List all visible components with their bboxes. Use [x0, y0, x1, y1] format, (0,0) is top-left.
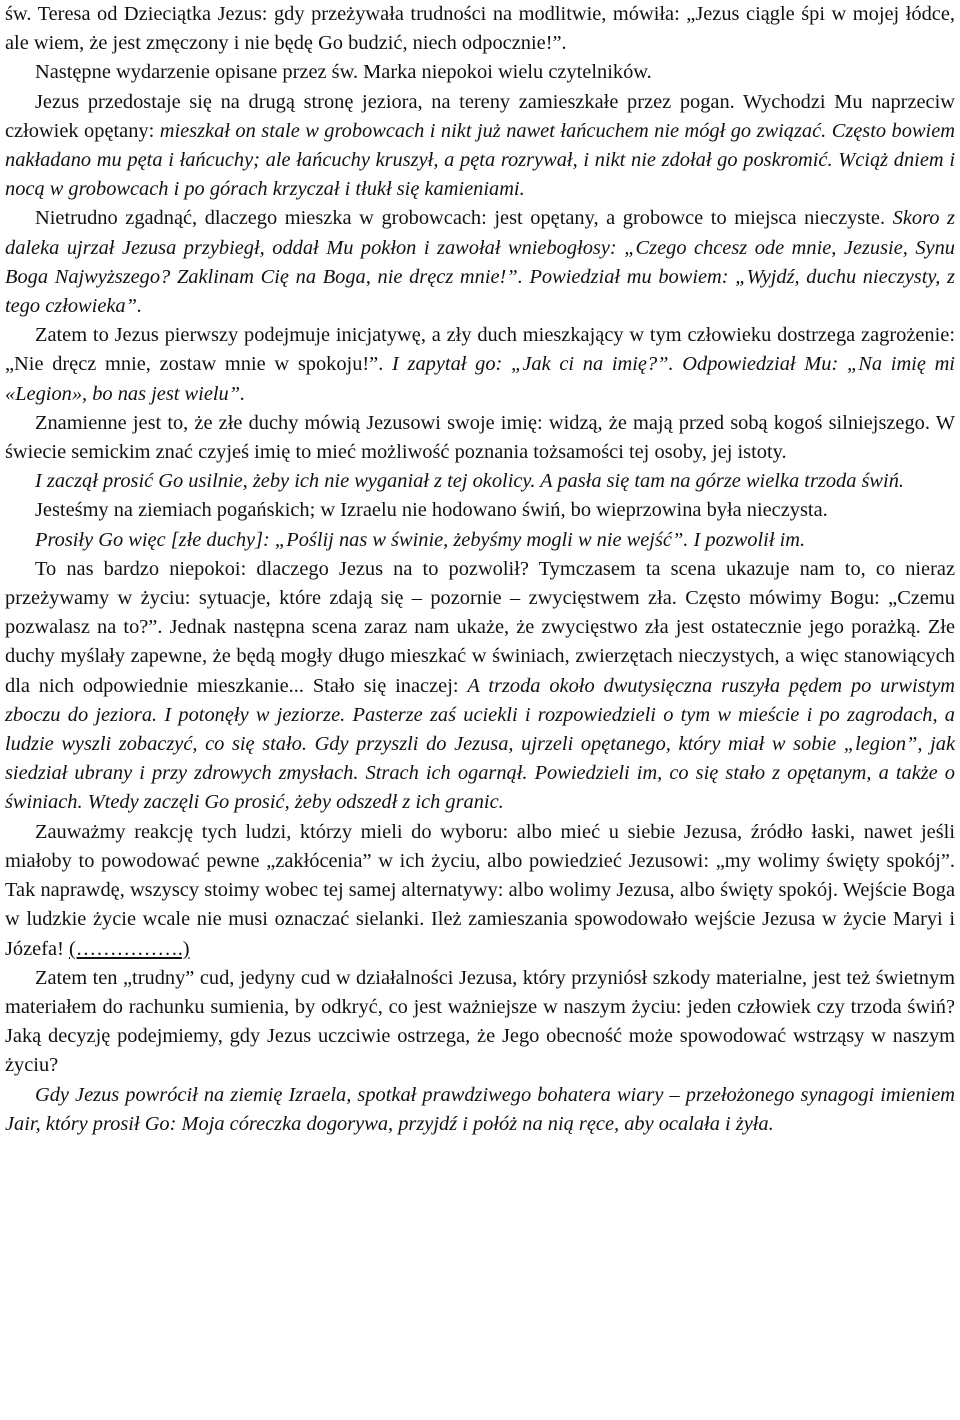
italic-quote-text: Skoro z daleka ujrzał Jezusa przybiegł, oddał Mu pokłon i zawołał wniebogłosy: „Czego chcesz ode mnie, Jezusie, Synu Boga Najwyższego? Zaklinam Cię na Boga, nie dręcz mnie!”. Powiedział mu bowiem: „Wyjdź, duchu nieczysty, z tego człowieka”. [5, 207, 955, 318]
paragraph [5, 964, 955, 1081]
italic-quote-text: A trzoda około dwutysięczna ruszyła pędem po urwistym zboczu do jeziora. I potonęły w jeziorze. Pasterze zaś uciekli i rozpowiedzieli o tym w mieście i po zagrodach, a ludzie wyszli zobaczyć, co się stało. Gdy przyszli do Jezusa, ujrzeli opętanego, który miał w sobie „legion”, jak siedział ubrany i przy zdrowych zmysłach. Strach ich ogarnął. Powiedzieli im, co się stało z opętanym, a także o świniach. Wtedy zaczęli Go prosić, żeby odszedł z ich granic. [5, 674, 955, 814]
body-text: Następne wydarzenie opisane przez św. Marka niepokoi wielu czytelników. [35, 61, 652, 84]
italic-quote-text: I zapytał go: „Jak ci na imię?”. Odpowiedział Mu: „Na imię mi «Legion», bo nas jest wielu”. [5, 353, 955, 405]
paragraph [5, 321, 955, 409]
paragraph [5, 467, 955, 496]
paragraph [5, 818, 955, 964]
body-text: Zatem ten „trudny” cud, jedyny cud w działalności Jezusa, który przyniósł szkody materialne, jest też świetnym materiałem do rachunku sumienia, by odkryć, co jest ważniejsze w naszym życiu: jeden człowiek czy trzoda świń? Jaką decyzję podejmiemy, gdy Jezus uczciwie ostrzega, że Jego obecność może spowodować wstrząsy w naszym życiu? [5, 966, 955, 1077]
body-text: Jezus przedostaje się na drugą stronę jeziora, na tereny zamieszkałe przez pogan. Wychodzi Mu naprzeciw człowiek opętany: [5, 90, 955, 142]
italic-quote-text: Gdy Jezus powrócił na ziemię Izraela, spotkał prawdziwego bohatera wiary – przełożonego synagogi imieniem Jair, który prosił Go: Moja córeczka dogorywa, przyjdź i połóż na nią ręce, aby ocalała i żyła. [5, 1083, 955, 1135]
paragraph [5, 526, 955, 555]
paragraph [5, 496, 955, 525]
paragraph [5, 204, 955, 321]
paragraph [5, 555, 955, 818]
paragraph [5, 0, 955, 58]
body-text: Zatem to Jezus pierwszy podejmuje inicjatywę, a zły duch mieszkający w tym człowieku dostrzega zagrożenie: „Nie dręcz mnie, zostaw mnie w spokoju!”. [5, 324, 955, 376]
italic-quote-text: Prosiły Go więc [złe duchy]: „Poślij nas w świnie, żebyśmy mogli w nie wejść”. I pozwolił im. [35, 528, 806, 551]
body-text: Jesteśmy na ziemiach pogańskich; w Izraelu nie hodowano świń, bo wieprzowina była nieczysta. [35, 499, 828, 522]
body-text: Nietrudno zgadnąć, dlaczego mieszka w grobowcach: jest opętany, a grobowce to miejsca nieczyste. [35, 207, 893, 230]
underlined-ellipsis: (…………….) [68, 937, 190, 960]
paragraph [5, 409, 955, 467]
italic-quote-text: I zaczął prosić Go usilnie, żeby ich nie wyganiał z tej okolicy. A pasła się tam na górze wielka trzoda świń. [35, 470, 904, 493]
italic-quote-text: mieszkał on stale w grobowcach i nikt już nawet łańcuchem nie mógł go związać. Często bowiem nakładano mu pęta i łańcuchy; ale łańcuchy kruszył, a pęta rozrywał, i nikt nie zdołał go poskromić. Wciąż dniem i nocą w grobowcach i po górach krzyczał i tłukł się kamieniami. [5, 119, 955, 201]
body-text: Zauważmy reakcję tych ludzi, którzy mieli do wyboru: albo mieć u siebie Jezusa, źródło łaski, nawet jeśli miałoby to powodować pewne „zakłócenia” w ich życiu, albo powiedzieć Jezusowi: „my wolimy święty spokój”. Tak naprawdę, wszyscy stoimy wobec tej samej alternatywy: albo wolimy Jezusa, albo święty spokój. Wejście Boga w ludzkie życie wcale nie musi oznaczać sielanki. Ileż zamieszania spowodowało wejście Jezusa w życie Maryi i Józefa! [5, 820, 955, 960]
body-text: Znamienne jest to, że złe duchy mówią Jezusowi swoje imię: widzą, że mają przed sobą kogoś silniejszego. W świecie semickim znać czyjeś imię to mieć możliwość poznania tożsamości tej osoby, jej istoty. [5, 411, 955, 464]
paragraph [5, 1081, 955, 1139]
paragraph [5, 58, 955, 87]
body-text: św. Teresa od Dzieciątka Jezus: gdy przeżywała trudności na modlitwie, mówiła: „Jezus ciągle śpi w mojej łódce, ale wiem, że jest zmęczony i nie będę Go budzić, niech odpocznie!”. [5, 3, 955, 55]
body-text: To nas bardzo niepokoi: dlaczego Jezus na to pozwolił? Tymczasem ta scena ukazuje nam to, co nieraz przeżywamy w życiu: sytuacje, które zdają się – pozornie – zwycięstwem zła. Często mówimy Bogu: „Czemu pozwalasz na to?”. Jednak następna scena zaraz nam ukaże, że zwycięstwo zła jest ostatecznie jego porażką. Złe duchy myślały zapewne, że będą mogły długo mieszkać w świniach, zwierzętach nieczystych, a więc stanowiących dla nich odpowiednie mieszkanie... Stało się inaczej: [5, 557, 955, 697]
paragraph [5, 88, 955, 205]
